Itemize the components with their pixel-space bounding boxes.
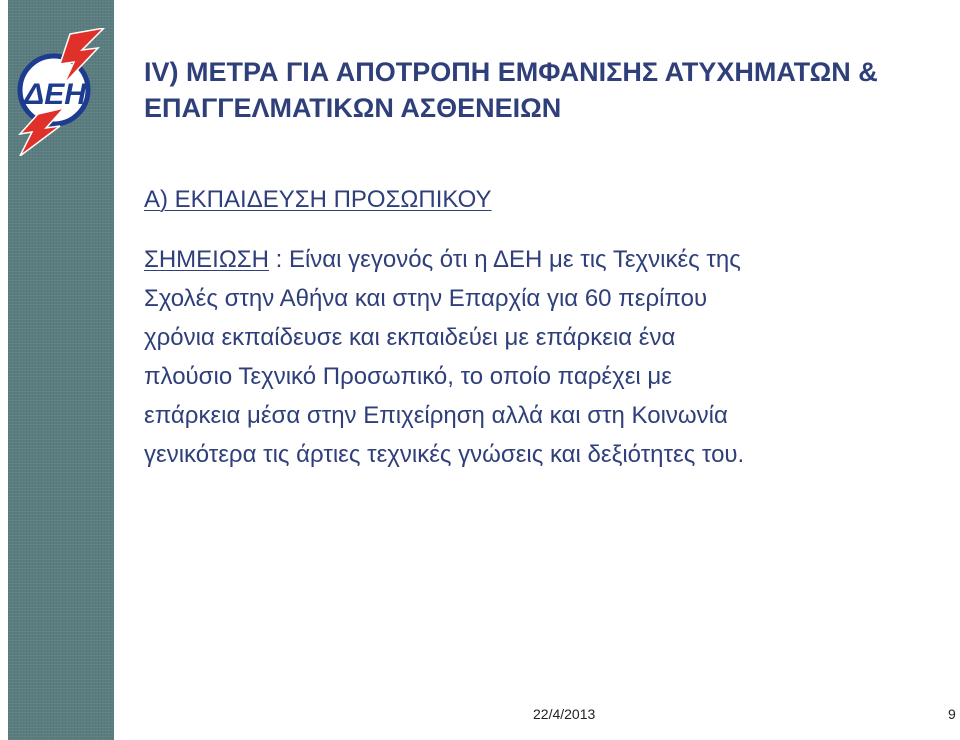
logo-text: ΔΕΗ: [24, 78, 86, 111]
footer-date: 22/4/2013: [533, 706, 596, 722]
page-number: 9: [948, 706, 956, 722]
slide-title: [144, 54, 944, 126]
note-line-6: γενικότερα τις άρτιες τεχνικές γνώσεις και δεξιότητες του.: [144, 441, 745, 468]
logo-lightning-bottom: [20, 108, 64, 156]
section-heading: Α) ΕΚΠΑΙΔΕΥΣΗ ΠΡΟΣΩΠΙΚΟΥ: [144, 186, 492, 213]
note-line-1: [144, 240, 944, 279]
note-line-5: επάρκεια μέσα στην Επιχείρηση αλλά και στη Κοινωνία: [144, 402, 728, 429]
note-paragraph: [144, 240, 944, 474]
note-label: ΣΗΜΕΙΩΣΗ: [144, 246, 269, 273]
note-line-4: πλούσιο Τεχνικό Προσωπικό, το οποίο παρέχει με: [144, 363, 672, 390]
slide-title-line-1: IV) ΜΕΤΡΑ ΓΙΑ ΑΠΟΤΡΟΠΗ ΕΜΦΑΝΙΣΗΣ ΑΤΥΧΗΜΑΤΩΝ &: [144, 57, 878, 87]
note-line-1-text: : Είναι γεγονός ότι η ΔΕΗ με τις Τεχνικές της: [268, 246, 741, 273]
note-line-3: χρόνια εκπαίδευσε και εκπαιδεύει με επάρκεια ένα: [144, 324, 676, 351]
dei-logo: [8, 28, 108, 156]
slide-title-line-2: ΕΠΑΓΓΕΛΜΑΤΙΚΩΝ ΑΣΘΕΝΕΙΩΝ: [144, 93, 562, 123]
note-line-2: Σχολές στην Αθήνα και στην Επαρχία για 60 περίπου: [144, 285, 708, 312]
